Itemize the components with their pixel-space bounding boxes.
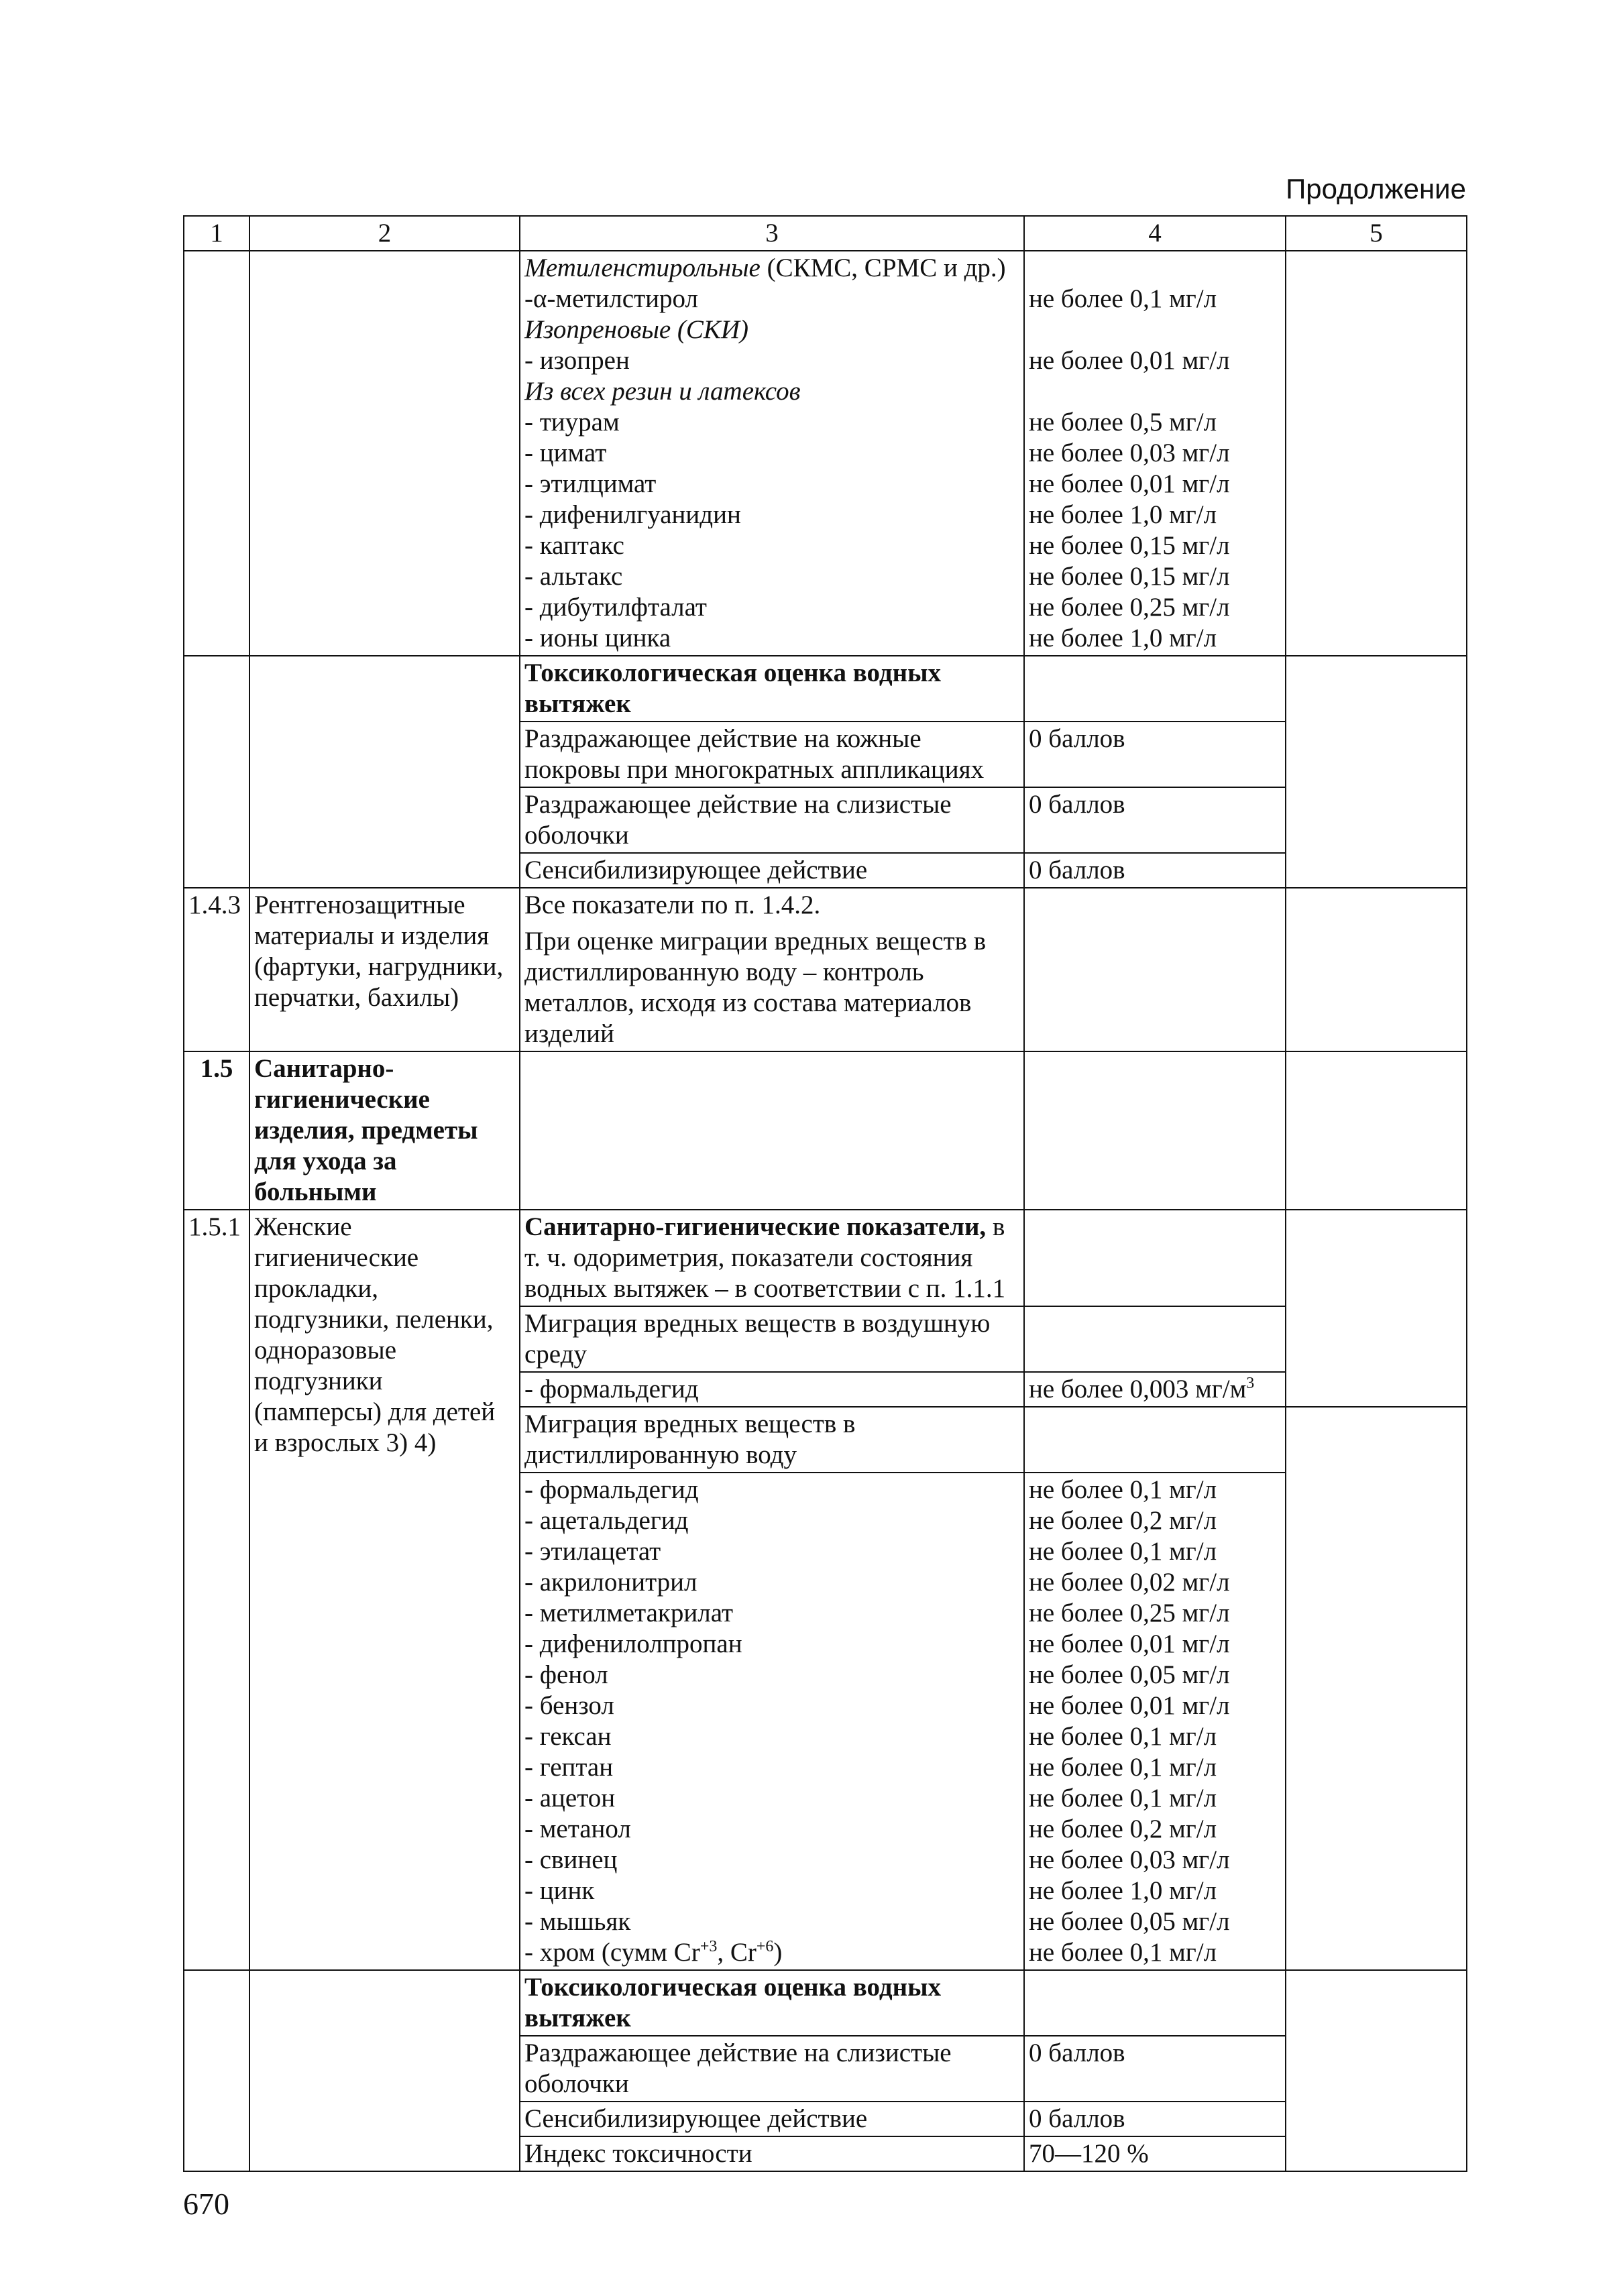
table-row: - ионы цинка xyxy=(524,624,671,652)
list-item: - формальдегид xyxy=(524,1475,699,1504)
indicator-label: Сенсибилизирующее действие xyxy=(520,853,1024,888)
column-header: 5 xyxy=(1286,216,1467,251)
table-row: -α-метилстирол xyxy=(524,284,698,313)
norm-value: не более 0,2 мг/л xyxy=(1029,1815,1217,1843)
norm-value: не более 0,05 мг/л xyxy=(1029,1660,1230,1689)
list-item: - дифенилолпропан xyxy=(524,1629,742,1658)
norm-value: не более 0,25 мг/л xyxy=(1029,593,1230,622)
rubber-indicators-cell xyxy=(520,251,1024,656)
norm-value: не более 0,25 мг/л xyxy=(1029,1599,1230,1627)
continuation-label: Продолжение xyxy=(1286,173,1466,205)
indicator-text: Санитарно-гигиенические показатели, в т. ч. одориметрия, показатели состояния водных вытяжек – в соответствии с п. 1.1.1 xyxy=(520,1210,1024,1306)
rubber-norms-cell xyxy=(1024,251,1286,656)
item-number: 1.4.3 xyxy=(184,888,249,1051)
norm-value: 0 баллов xyxy=(1024,2036,1286,2102)
column-header: 4 xyxy=(1024,216,1286,251)
norm-value: не более 0,15 мг/л xyxy=(1029,562,1230,591)
item-name: Женские гигиенические прокладки, подгузники, пеленки, одноразовые подгузники (памперсы) для детей и взрослых 3) 4) xyxy=(249,1210,520,1970)
norm-value: не более 0,1 мг/л xyxy=(1029,1722,1217,1751)
norm-value: 70—120 % xyxy=(1024,2136,1286,2171)
list-item: - ацетон xyxy=(524,1784,616,1813)
list-item: - свинец xyxy=(524,1845,618,1874)
norm-value: не более 0,1 мг/л xyxy=(1029,1475,1217,1504)
item-name: Рентгенозащитные материалы и изделия (фартуки, нагрудники, перчатки, бахилы) xyxy=(249,888,520,1051)
norm-value: не более 0,05 мг/л xyxy=(1029,1907,1230,1936)
section-heading: Токсикологическая оценка водных вытяжек xyxy=(520,656,1024,722)
water-indicators-cell xyxy=(520,1473,1024,1970)
table-row: - тиурам xyxy=(524,408,620,437)
indicator-label: Раздражающее действие на слизистые оболочки xyxy=(520,787,1024,853)
norm-value: 0 баллов xyxy=(1024,787,1286,853)
table-row: - дибутилфталат xyxy=(524,593,707,622)
norm-value: не более 0,5 мг/л xyxy=(1029,408,1217,437)
indicator-label: - формальдегид xyxy=(520,1372,1024,1407)
table-row xyxy=(184,1210,1467,1306)
norm-value: не более 0,03 мг/л xyxy=(1029,439,1230,467)
list-item: - гептан xyxy=(524,1753,614,1782)
list-item: - метанол xyxy=(524,1815,631,1843)
norm-value: не более 0,01 мг/л xyxy=(1029,346,1230,375)
norm-value: не более 0,01 мг/л xyxy=(1029,469,1230,498)
section-heading: Токсикологическая оценка водных вытяжек xyxy=(520,1970,1024,2036)
list-item: - фенол xyxy=(524,1660,608,1689)
indicator-label: Миграция вредных веществ в дистиллированную воду xyxy=(520,1407,1024,1473)
table-row: - цимат xyxy=(524,439,607,467)
norm-value: не более 1,0 мг/л xyxy=(1029,624,1217,652)
column-header-row xyxy=(184,216,1467,251)
list-item: - акрилонитрил xyxy=(524,1568,697,1597)
norm-value: не более 0,01 мг/л xyxy=(1029,1629,1230,1658)
table-row: Изопреновые (СКИ) xyxy=(524,315,748,344)
norm-value: 0 баллов xyxy=(1024,2102,1286,2136)
rubber-migration-row xyxy=(184,251,1467,656)
list-item: - метилметакрилат xyxy=(524,1599,734,1627)
norm-value: не более 0,1 мг/л xyxy=(1029,1938,1217,1967)
norm-value: не более 0,2 мг/л xyxy=(1029,1506,1217,1535)
norm-value: не более 0,02 мг/л xyxy=(1029,1568,1230,1597)
list-item: - бензол xyxy=(524,1691,614,1720)
norm-value: 0 баллов xyxy=(1024,853,1286,888)
water-norms-cell xyxy=(1024,1473,1286,1970)
list-item: - гексан xyxy=(524,1722,612,1751)
list-item: - цинк xyxy=(524,1876,595,1905)
table-row: - изопрен xyxy=(524,346,630,375)
norm-value: не более 0,1 мг/л xyxy=(1029,1537,1217,1566)
table-row: - альтакс xyxy=(524,562,623,591)
indicator-label: Индекс токсичности xyxy=(520,2136,1024,2171)
column-header: 1 xyxy=(184,216,249,251)
item-number: 1.5.1 xyxy=(184,1210,249,1970)
list-item: - этилацетат xyxy=(524,1537,661,1566)
tox-heading-row xyxy=(184,656,1467,722)
norm-value: не более 0,1 мг/л xyxy=(1029,1784,1217,1813)
column-header: 3 xyxy=(520,216,1024,251)
indicator-label: Раздражающее действие на слизистые оболочки xyxy=(520,2036,1024,2102)
table-row xyxy=(184,888,1467,1051)
table-row: - каптакс xyxy=(524,531,624,560)
norm-value: не более 0,01 мг/л xyxy=(1029,1691,1230,1720)
indicator-label: Сенсибилизирующее действие xyxy=(520,2102,1024,2136)
norm-value: не более 0,03 мг/л xyxy=(1029,1845,1230,1874)
indicator-label: Раздражающее действие на кожные покровы при многократных аппликациях xyxy=(520,722,1024,787)
norm-value: 0 баллов xyxy=(1024,722,1286,787)
indicator-text: Все показатели по п. 1.4.2. При оценке миграции вредных веществ в дистиллированную воду – контроль металлов, исходя из состава материалов изделий xyxy=(520,888,1024,1051)
table-row: - дифенилгуанидин xyxy=(524,500,741,529)
norm-value: не более 0,1 мг/л xyxy=(1029,284,1217,313)
list-item: - хром (сумм $Cr^{+3}$, $Cr^{+6}$) xyxy=(524,1938,783,1967)
tox-heading-row xyxy=(184,1970,1467,2036)
column-header: 2 xyxy=(249,216,520,251)
section-number: 1.5 xyxy=(184,1051,249,1210)
norm-value: не более 0,003 $мг/м^3$ xyxy=(1024,1372,1286,1407)
norm-value: не более 1,0 мг/л xyxy=(1029,500,1217,529)
section-name: Санитарно-гигиенические изделия, предметы для ухода за больными xyxy=(249,1051,520,1210)
hygiene-requirements-table xyxy=(183,215,1467,2172)
norm-value: не более 1,0 мг/л xyxy=(1029,1876,1217,1905)
indicator-label: Миграция вредных веществ в воздушную среду xyxy=(520,1306,1024,1372)
table-row: Из всех резин и латексов xyxy=(524,377,801,406)
page-number: 670 xyxy=(183,2187,229,2221)
norm-value: не более 0,15 мг/л xyxy=(1029,531,1230,560)
norm-value: не более 0,1 мг/л xyxy=(1029,1753,1217,1782)
table-row: - этилцимат xyxy=(524,469,657,498)
list-item: - ацетальдегид xyxy=(524,1506,689,1535)
table-row: Метиленстирольные (СКМС, СРМС и др.) xyxy=(524,253,1006,282)
list-item: - мышьяк xyxy=(524,1907,631,1936)
table-row xyxy=(184,1051,1467,1210)
